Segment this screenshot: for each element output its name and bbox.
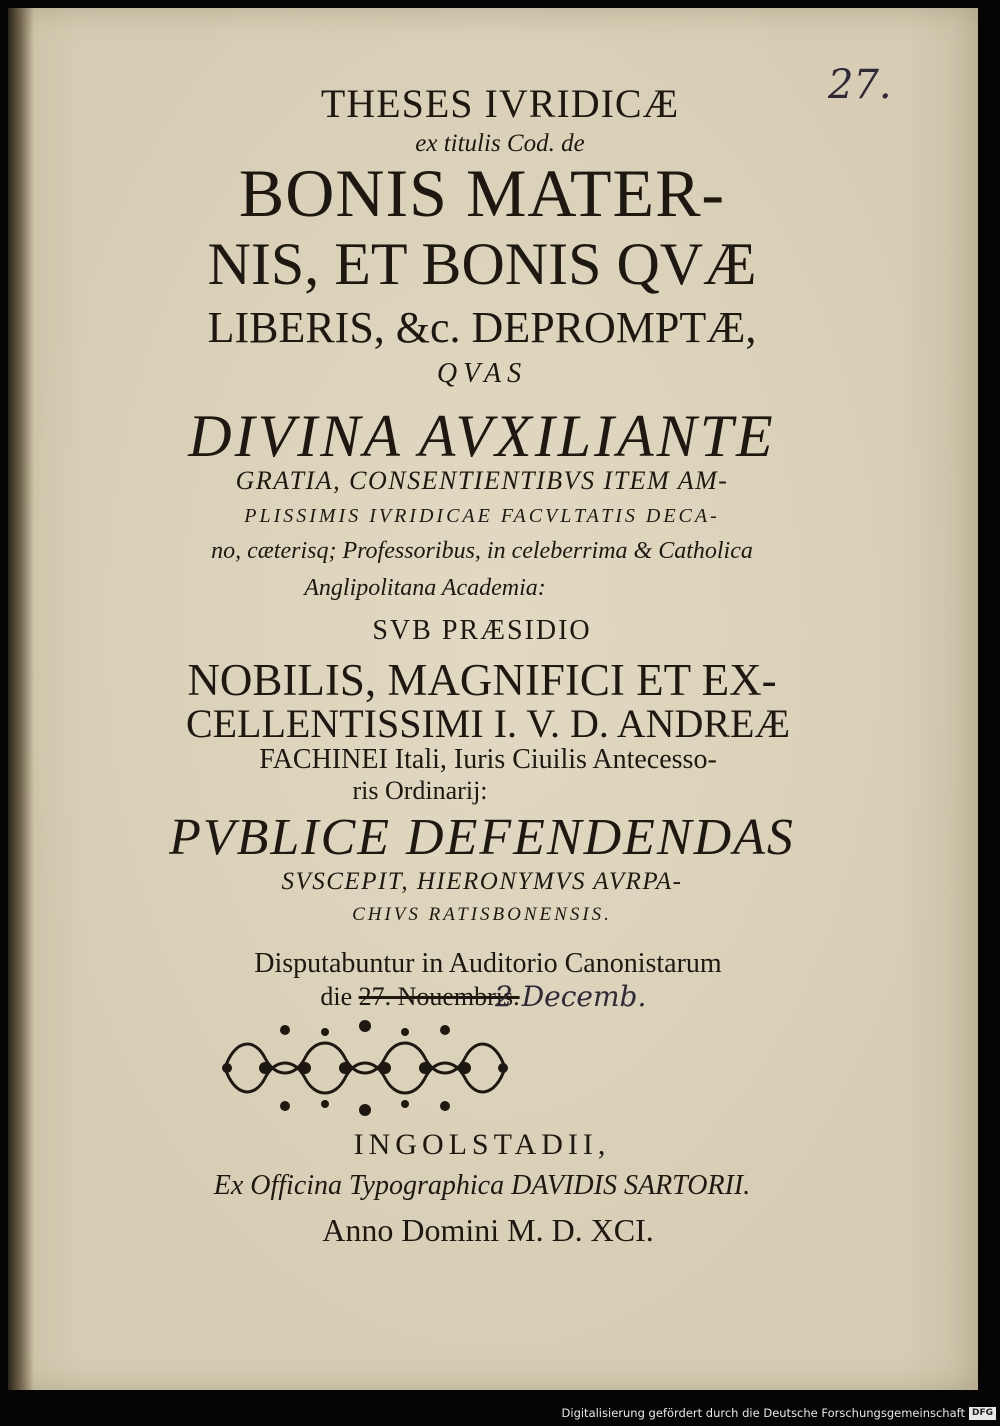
title-line-14: CELLENTISSIMI I. V. D. ANDREÆ (185, 701, 791, 746)
title-line-9: PLISSIMIS IVRIDICAE FACVLTATIS DECA- (244, 505, 720, 527)
folio-number-handwritten: 27. (828, 62, 892, 108)
title-line-19: CHIVS RATISBONENSIS. (352, 904, 612, 925)
title-line-12: SVB PRÆSIDIO (372, 615, 592, 646)
title-line-15: FACHINEI Itali, Iuris Ciuilis Antecesso- (259, 744, 717, 775)
place-line: INGOLSTADII, (353, 1128, 611, 1161)
title-line-13: NOBILIS, MAGNIFICI ET EX- (187, 655, 777, 705)
printer-line: Ex Officina Typographica DAVIDIS SARTORII. (213, 1170, 751, 1201)
title-line-2: ex titulis Cod. de (415, 130, 585, 157)
title-line-18: SVSCEPIT, HIERONYMVS AVRPA- (281, 868, 683, 895)
title-line-16: ris Ordinarij: (352, 776, 488, 805)
title-line-11: Anglipolitana Academia: (304, 575, 546, 601)
date-line (0, 982, 920, 1012)
funding-footer (562, 1402, 996, 1424)
title-line-8: GRATIA, CONSENTIENTIBVS ITEM AM- (235, 466, 729, 495)
title-line-6: QVAS (436, 358, 528, 389)
title-line-1: THESES IVRIDICÆ (320, 81, 680, 126)
dfg-logo: DFG (969, 1407, 996, 1420)
title-line-10: no, cæterisq; Professoribus, in celeberrima & Catholica (211, 538, 753, 564)
title-line-5: LIBERIS, &c. DEPROMPTÆ, (207, 303, 757, 352)
date-prefix: die (320, 982, 353, 1011)
title-line-20: Disputabuntur in Auditorio Canonistarum (254, 948, 722, 979)
printer-ornament (215, 1018, 515, 1118)
title-line-17: PVBLICE DEFENDENDAS (169, 809, 795, 866)
handwritten-date-correction: 2 Decemb. (495, 980, 647, 1013)
funding-text: Digitalisierung gefördert durch die Deutsche Forschungsgemeinschaft (561, 1406, 965, 1420)
year-line: Anno Domini M. D. XCI. (322, 1212, 654, 1248)
title-line-3: BONIS MATER- (238, 155, 726, 231)
title-line-4: NIS, ET BONIS QVÆ (207, 231, 757, 297)
struck-date: 27. Nouembris. (358, 982, 520, 1011)
title-line-7: DIVINA AVXILIANTE (188, 403, 776, 469)
